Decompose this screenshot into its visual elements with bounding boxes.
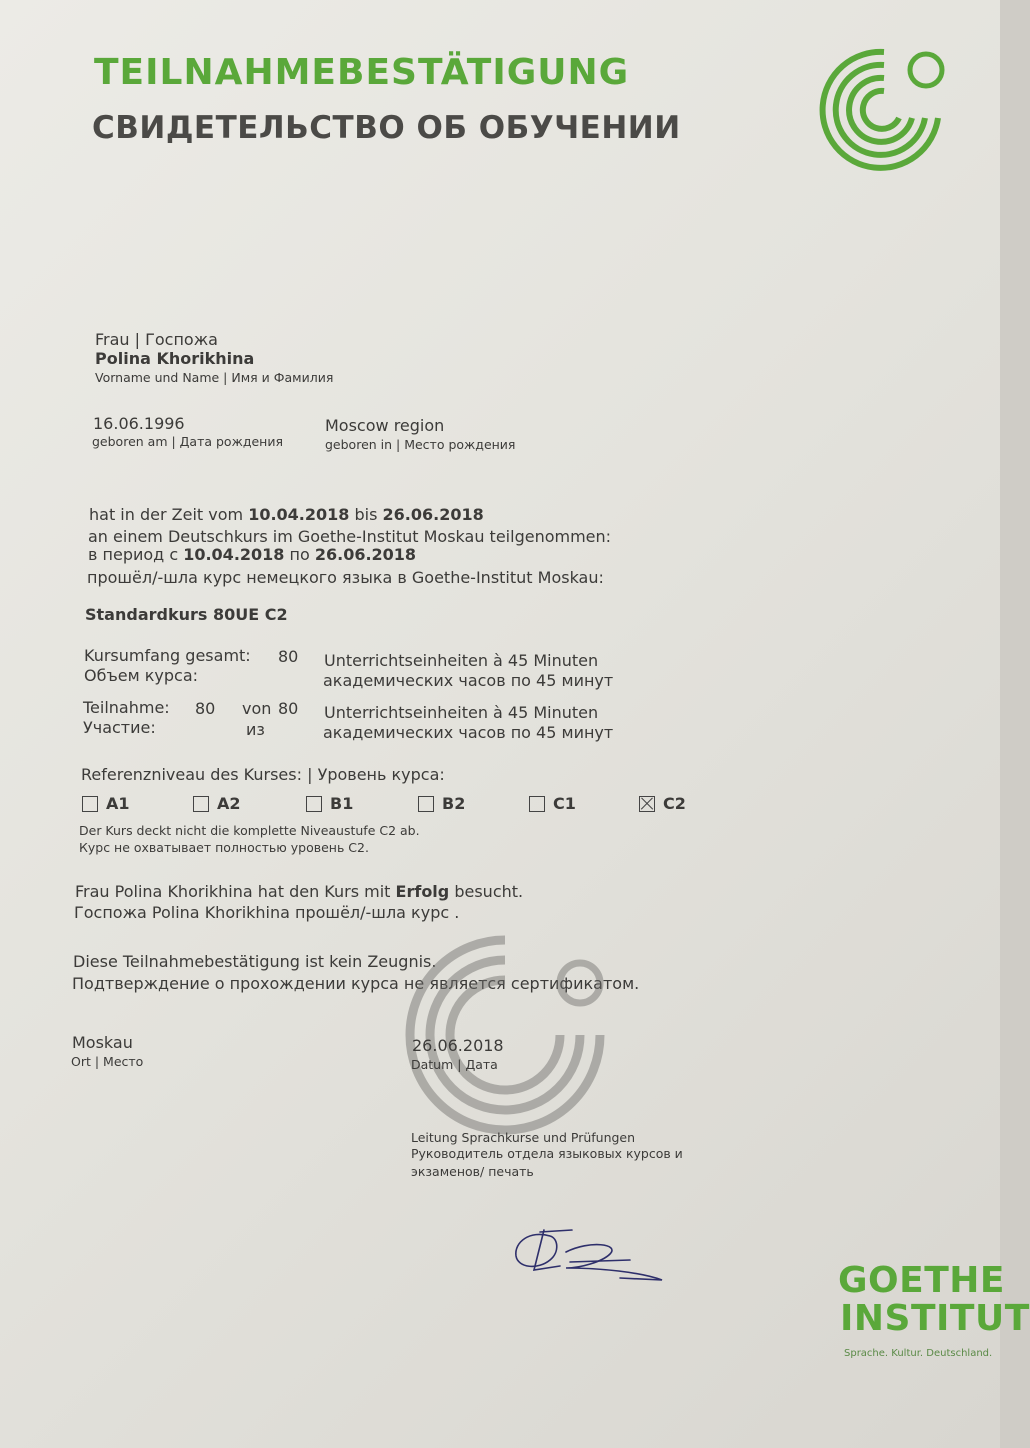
attendance-value: 80 bbox=[195, 699, 216, 718]
period-de-prefix: hat in der Zeit vom bbox=[89, 505, 249, 524]
title-russian: СВИДЕТЕЛЬСТВО ОБ ОБУЧЕНИИ bbox=[92, 110, 681, 146]
brand-line1: GOETHE bbox=[838, 1260, 1006, 1301]
period-russian bbox=[88, 545, 416, 564]
salutation: Frau | Госпожа bbox=[95, 330, 218, 349]
checkbox-icon[interactable] bbox=[306, 796, 322, 812]
brand-line2: INSTITUT bbox=[840, 1298, 1030, 1339]
result-de-prefix: Frau Polina Khorikhina hat den Kurs mit bbox=[75, 882, 396, 901]
birth-place-caption: geboren in | Место рождения bbox=[325, 437, 516, 452]
attendance-of-ru: из bbox=[246, 720, 265, 739]
signer-line3: экзаменов/ печать bbox=[411, 1164, 534, 1179]
checkbox-checked-icon[interactable] bbox=[639, 796, 655, 812]
birth-date-caption: geboren am | Дата рождения bbox=[92, 434, 283, 449]
result-german bbox=[75, 882, 523, 901]
level-a1-label: A1 bbox=[106, 794, 130, 813]
volume-value: 80 bbox=[278, 647, 299, 666]
signer-line1: Leitung Sprachkurse und Prüfungen bbox=[411, 1130, 636, 1145]
issue-date-caption: Datum | Дата bbox=[411, 1057, 498, 1072]
place-caption: Ort | Место bbox=[71, 1054, 144, 1069]
checkbox-icon[interactable] bbox=[193, 796, 209, 812]
place: Moskau bbox=[72, 1033, 133, 1052]
period-ru-from: 10.04.2018 bbox=[183, 545, 285, 564]
attendance-unit-de: Unterrichtseinheiten à 45 Minuten bbox=[324, 703, 599, 722]
period-de-from: 10.04.2018 bbox=[248, 505, 350, 524]
level-note-de: Der Kurs deckt nicht die komplette Niveaustufe C2 ab. bbox=[79, 823, 420, 838]
period-russian-line2: прошёл/-шла курс немецкого языка в Goethe-Institut Moskau: bbox=[87, 568, 604, 587]
period-ru-mid: по bbox=[284, 545, 315, 564]
period-ru-prefix: в период с bbox=[88, 545, 184, 564]
signer-line2: Руководитель отдела языковых курсов и bbox=[411, 1146, 683, 1161]
goethe-stamp-icon bbox=[395, 915, 625, 1155]
period-german-line2: an einem Deutschkurs im Goethe-Institut Moskau teilgenommen: bbox=[88, 527, 612, 546]
result-de-suffix: besucht. bbox=[449, 882, 524, 901]
volume-unit-ru: академических часов по 45 минут bbox=[323, 671, 614, 690]
disclaimer-russian: Подтверждение о прохождении курса не является сертификатом. bbox=[72, 974, 640, 993]
level-b1-label: B1 bbox=[330, 794, 354, 813]
level-a1[interactable] bbox=[82, 794, 130, 813]
level-c2-label: C2 bbox=[663, 794, 686, 813]
issue-date: 26.06.2018 bbox=[412, 1036, 504, 1055]
volume-label-ru: Объем курса: bbox=[84, 666, 199, 685]
name-caption: Vorname und Name | Имя и Фамилия bbox=[95, 370, 334, 385]
period-german bbox=[89, 505, 484, 524]
course-name: Standardkurs 80UE C2 bbox=[85, 605, 288, 624]
level-b2[interactable] bbox=[418, 794, 465, 813]
level-b1[interactable] bbox=[306, 794, 353, 813]
disclaimer-german: Diese Teilnahmebestätigung ist kein Zeugnis. bbox=[73, 952, 437, 971]
person-name: Polina Khorikhina bbox=[95, 349, 255, 368]
attendance-unit-ru: академических часов по 45 минут bbox=[323, 723, 614, 742]
volume-unit-de: Unterrichtseinheiten à 45 Minuten bbox=[324, 651, 599, 670]
volume-label-de: Kursumfang gesamt: bbox=[84, 646, 251, 665]
level-note-ru: Курс не охватывает полностью уровень C2. bbox=[79, 840, 369, 855]
attendance-label-de: Teilnahme: bbox=[83, 698, 170, 717]
level-a2-label: A2 bbox=[217, 794, 241, 813]
birth-place: Moscow region bbox=[325, 416, 445, 435]
attendance-label-ru: Участие: bbox=[83, 718, 156, 737]
signature-icon bbox=[510, 1222, 670, 1288]
level-checkbox-row bbox=[0, 794, 1000, 818]
result-russian: Госпожа Polina Khorikhina прошёл/-шла курс . bbox=[74, 903, 460, 922]
checkbox-icon[interactable] bbox=[418, 796, 434, 812]
birth-date: 16.06.1996 bbox=[93, 414, 185, 433]
goethe-logo-icon bbox=[820, 40, 955, 165]
attendance-total: 80 bbox=[278, 699, 299, 718]
brand-tagline: Sprache. Kultur. Deutschland. bbox=[844, 1348, 993, 1359]
result-de-bold: Erfolg bbox=[395, 882, 450, 901]
checkbox-icon[interactable] bbox=[82, 796, 98, 812]
level-b2-label: B2 bbox=[442, 794, 466, 813]
level-label: Referenzniveau des Kurses: | Уровень курса: bbox=[81, 765, 445, 784]
period-de-to: 26.06.2018 bbox=[382, 505, 484, 524]
attendance-of-de: von bbox=[242, 699, 272, 718]
title-german: TEILNAHMEBESTÄTIGUNG bbox=[94, 52, 630, 93]
level-a2[interactable] bbox=[193, 794, 241, 813]
level-c1[interactable] bbox=[529, 794, 576, 813]
period-ru-to: 26.06.2018 bbox=[314, 545, 417, 564]
period-de-mid: bis bbox=[349, 505, 383, 524]
level-c1-label: C1 bbox=[553, 794, 576, 813]
level-c2[interactable] bbox=[639, 794, 686, 813]
checkbox-icon[interactable] bbox=[529, 796, 545, 812]
